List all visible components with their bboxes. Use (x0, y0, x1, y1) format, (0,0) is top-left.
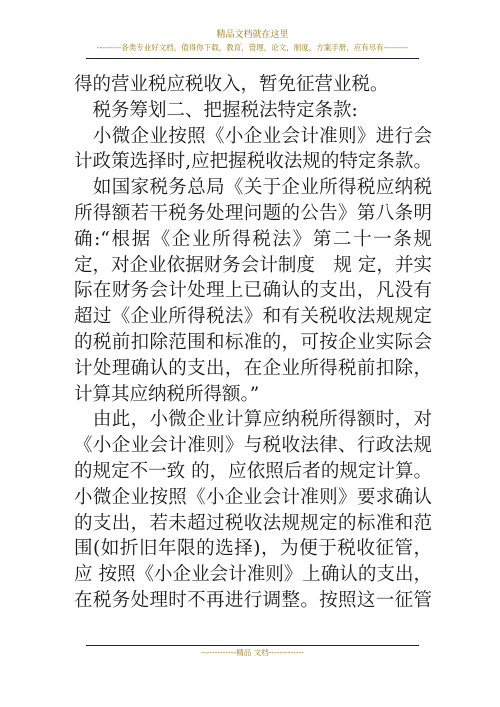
body-line: 超过《企业所得税法》和有关税收法规规定 (74, 306, 432, 328)
body-line: 际在财务会计处理上已确认的支出，凡没有 (74, 280, 432, 302)
body-line: 的支出，若未超过税收法规规定的标准和范 (74, 512, 432, 534)
body-line: 在税务处理时不再进行调整。按照这一征管 (74, 589, 432, 611)
footer-divider (86, 645, 419, 646)
header-subtitle: ---------各类专业好文档，值得你下载，教育，管理，论文，制度，方案手册，应有尽有--------- (96, 43, 409, 52)
body-line: 确:“根据《企业所得税法》第二十一条规 (74, 228, 432, 250)
document-body (74, 72, 432, 614)
body-line: 得的营业税应税收入，暂免征营业税。 (74, 74, 389, 95)
body-line: 围(如折旧年限的选择)，为便于税收征管， (74, 538, 432, 560)
body-line: 由此，小微企业计算应纳税所得额时，对 (74, 409, 432, 431)
body-line: 计政策选择时,应把握税收法规的特定条款。 (74, 151, 432, 173)
body-line: 计算其应纳税所得额。” (74, 383, 260, 405)
body-line: 的税前扣除范围和标准的，可按企业实际会 (74, 331, 432, 353)
body-line: 税务筹划二、把握税法特定条款: (74, 99, 358, 121)
body-line: 应 按照《小企业会计准则》上确认的支出， (74, 564, 432, 586)
header-title: 精品文档就在这里 (216, 30, 289, 40)
body-line: 小微企业按照《小企业会计准则》要求确认 (74, 486, 432, 508)
body-line: 的规定不一致 的，应依照后者的规定计算。 (74, 460, 432, 482)
body-line: 如国家税务总局《关于企业所得税应纳税 (74, 177, 432, 199)
body-line: 定，对企业依据财务会计制度 规 定，并实 (74, 254, 432, 276)
body-line: 所得额若干税务处理问题的公告》第八条明 (74, 202, 432, 224)
page-footer: -------------精品 文档------------- (201, 648, 304, 657)
header-divider (86, 58, 419, 59)
body-line: 小微企业按照《小企业会计准则》进行会 (74, 125, 432, 147)
body-line: 计处理确认的支出，在企业所得税前扣除， (74, 357, 432, 379)
page-header (86, 30, 419, 53)
body-line: 《小企业会计准则》与税收法律、行政法规 (74, 435, 432, 457)
